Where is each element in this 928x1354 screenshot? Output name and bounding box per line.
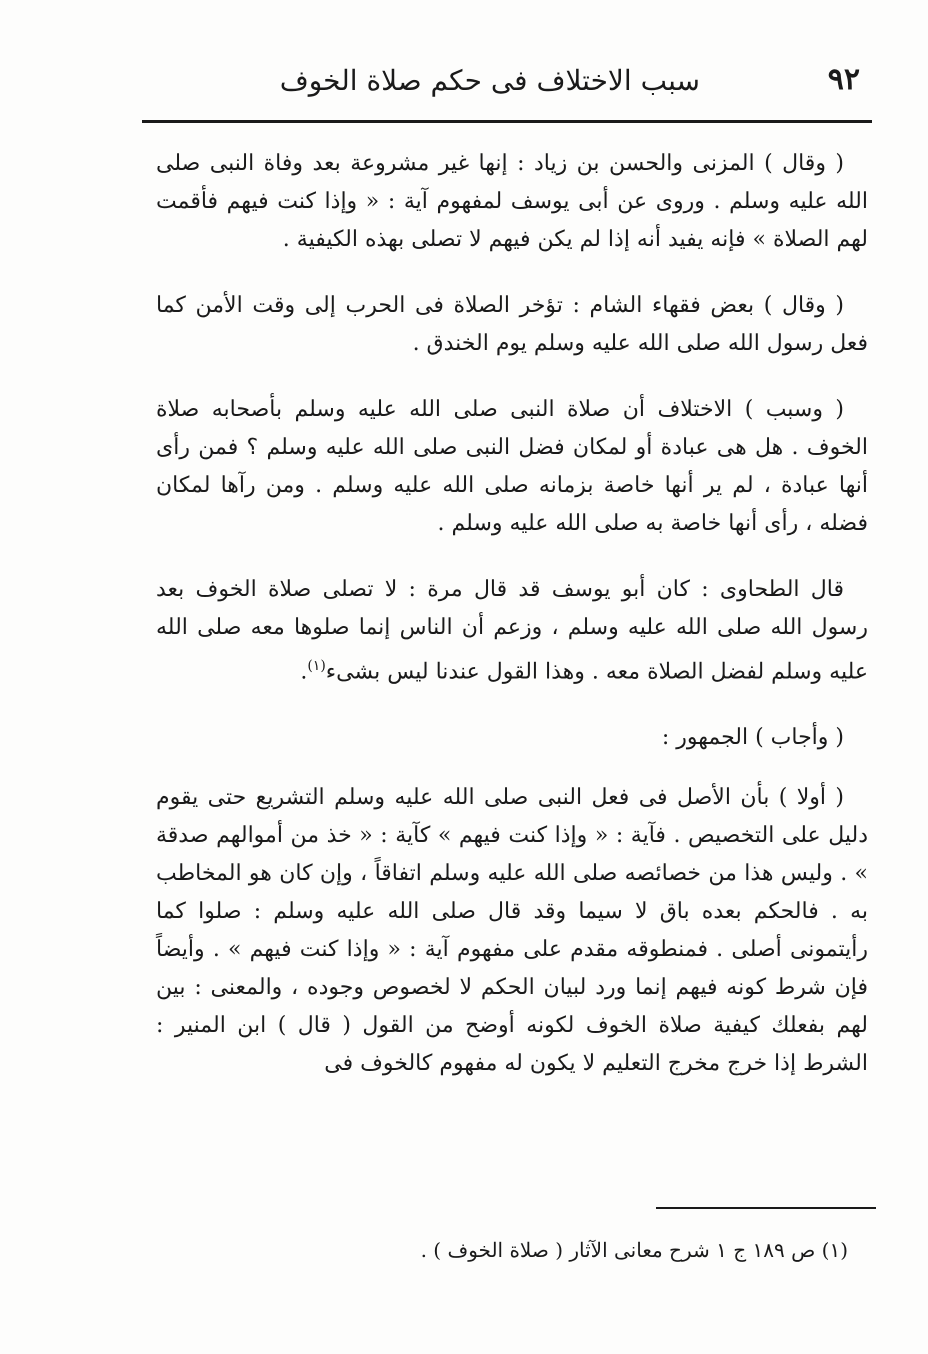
paragraph-sham-jurists: ( وقال ) بعض فقهاء الشام : تؤخر الصلاة فى الحرب إلى وقت الأمن كما فعل رسول الله صلى الله عليه وسلم يوم الخندق . <box>156 293 868 356</box>
paragraph-muzani: ( وقال ) المزنى والحسن بن زياد : إنها غير مشروعة بعد وفاة النبى صلى الله عليه وسلم . وروى عن أبى يوسف لمفهوم آية : « وإذا كنت فيهم فأقمت لهم الصلاة » فإنه يفيد أنه إذا لم يكن فيهم لا تصلى بهذه الكيفية . <box>156 151 868 252</box>
body-text <box>156 145 868 1111</box>
page-header <box>150 58 870 118</box>
footnote-rule <box>656 1207 876 1209</box>
header-rule <box>142 120 872 123</box>
paragraph-first-answer: ( أولا ) بأن الأصل فى فعل النبى صلى الله عليه وسلم التشريع حتى يقوم دليل على التخصيص . فآية : « وإذا كنت فيهم » كآية : « خذ من أموالهم صدقة » . وليس هذا من خصائصه صلى الله عليه وسلم اتفاقاً ، وإن كان هو المخاطب به . فالحكم بعده باق لا سيما وقد قال صلى الله عليه وسلم : صلوا كما رأيتمونى أصلى . فمنطوقه مقدم على مفهوم آية : « وإذا كنت فيهم » . وأيضاً فإن شرط كونه فيهم إنما ورد لبيان الحكم لا لخصوص وجوده ، والمعنى : بين لهم بفعلك كيفية صلاة الخوف لكونه أوضح من القول ( قال ) ابن المنير : الشرط إذا خرج مخرج التعليم لا يكون له مفهوم كالخوف فى <box>156 785 868 1077</box>
paragraph-cause-of-dispute: ( وسبب ) الاختلاف أن صلاة النبى صلى الله عليه وسلم بأصحابه صلاة الخوف . هل هى عبادة أو لمكان فضل النبى صلى الله عليه وسلم ؟ فمن رأى أنها عبادة ، لم ير أنها خاصة بزمانه صلى الله عليه وسلم . ومن رآها لمكان فضله ، رأى أنها خاصة به صلى الله عليه وسلم . <box>156 397 868 536</box>
footnote: (١) ص ١٨٩ ج ١ شرح معانى الآثار ( صلاة الخوف ) . <box>420 1238 848 1262</box>
running-title: سبب الاختلاف فى حكم صلاة الخوف <box>279 64 700 97</box>
page-number: ٩٢ <box>827 62 860 97</box>
footnote-reference: (١) <box>307 658 326 674</box>
paragraph-majority-answer: ( وأجاب ) الجمهور : <box>661 725 844 751</box>
paragraph-tahawi: قال الطحاوى : كان أبو يوسف قد قال مرة : لا تصلى صلاة الخوف بعد رسول الله صلى الله عليه وسلم ، وزعم أن الناس إنما صلوها معه صلى الله عليه وسلم لفضل الصلاة معه . وهذا القول عندنا ليس بشىء$^{(١)}$. <box>156 577 868 685</box>
